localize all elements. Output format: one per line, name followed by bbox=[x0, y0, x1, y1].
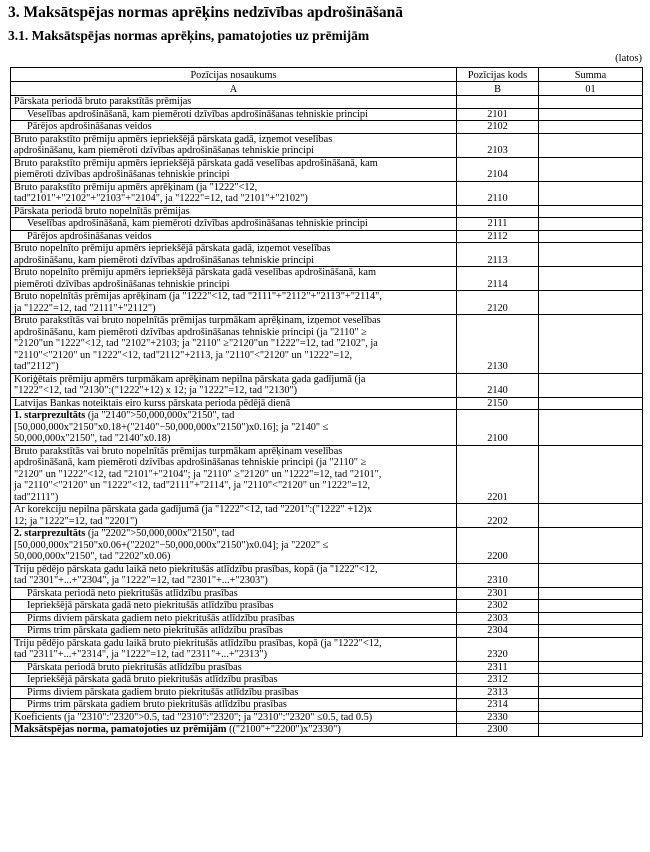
row-label-line: apdrošināšanu, kam piemēroti dzīvības apdrošināšanas tehniskie principi bbox=[14, 254, 314, 266]
row-code: 2111 bbox=[457, 218, 539, 231]
row-label-line: "2110"<"2120" un "1222"<12, tad"2112"+2113, ja "2110"<"2120" un "1222"=12, bbox=[14, 349, 353, 361]
row-label bbox=[11, 181, 457, 205]
row-label-line: piemēroti dzīvības apdrošināšanas tehniskie principi bbox=[14, 169, 230, 180]
row-sum-cell[interactable] bbox=[539, 181, 643, 205]
row-label-line: Ar korekciju nepilna pārskata gada gadījumā (ja "1222"<12, tad "2201":("1222" +12)x bbox=[14, 504, 372, 515]
row-code bbox=[457, 205, 539, 218]
row-sum-cell[interactable] bbox=[539, 230, 643, 243]
row-label-line: Bruto nopelnīto prēmiju apmērs iepriekšējā pārskata gadā, izņemot veselības bbox=[14, 243, 331, 254]
row-code: 2303 bbox=[457, 612, 539, 625]
row-label bbox=[11, 121, 457, 134]
row-sum-cell[interactable] bbox=[539, 504, 643, 528]
row-label bbox=[11, 528, 457, 564]
row-label-line: tad "2311"+...+"2314", ja "1222"=12, tad "2311"+...+"2313") bbox=[14, 649, 268, 660]
row-code: 2202 bbox=[457, 504, 539, 528]
table-row bbox=[11, 637, 643, 661]
row-sum-cell[interactable] bbox=[539, 563, 643, 587]
row-label-line: (("2100"+"2200")x"2330") bbox=[226, 724, 341, 735]
row-label bbox=[11, 291, 457, 315]
row-label-line: apdrošināšanu, kam piemēroti dzīvības apdrošināšanas tehniskie principi (ja "2110" ≥ bbox=[14, 326, 367, 338]
row-label bbox=[11, 373, 457, 397]
row-bold-label: 2. starprezultāts bbox=[14, 528, 86, 539]
row-label-line: tad"2111") bbox=[14, 491, 59, 503]
table-row bbox=[11, 612, 643, 625]
row-label bbox=[11, 230, 457, 243]
row-sum-cell[interactable] bbox=[539, 724, 643, 737]
row-label-line: Triju pēdējo pārskata gadu laikā neto piekritušās atlīdzību prasības, kopā (ja "1222"<12, bbox=[14, 563, 378, 575]
row-code: 2112 bbox=[457, 230, 539, 243]
row-label-line: Pārējos apdrošināšanas veidos bbox=[27, 121, 152, 132]
table-row bbox=[11, 121, 643, 134]
table-row bbox=[11, 600, 643, 613]
row-label-line: Pārējos apdrošināšanas veidos bbox=[27, 230, 152, 242]
table-row bbox=[11, 563, 643, 587]
row-code: 2150 bbox=[457, 397, 539, 410]
row-sum-cell[interactable] bbox=[539, 243, 643, 267]
row-code: 2301 bbox=[457, 587, 539, 600]
row-label-line: Bruto parakstītās vai bruto nopelnītās prēmijas turpmākam aprēķinam veselības bbox=[14, 445, 343, 457]
table-row bbox=[11, 661, 643, 674]
solvency-table bbox=[10, 67, 643, 737]
row-label-line: tad "2301"+...+"2304", ja "1222"=12, tad "2301"+...+"2303") bbox=[14, 575, 268, 586]
row-label-line: Veselības apdrošināšanā, kam piemēroti dzīvības apdrošināšanas tehniskie principi bbox=[27, 108, 368, 120]
row-bold-label: Maksātspējas norma, pamatojoties uz prēmijām bbox=[14, 724, 227, 735]
row-label bbox=[11, 315, 457, 374]
header-sum: Summa bbox=[539, 68, 643, 82]
unit-label: (latos) bbox=[615, 53, 642, 64]
row-label bbox=[11, 674, 457, 687]
table-row bbox=[11, 711, 643, 724]
table-row bbox=[11, 157, 643, 181]
row-label bbox=[11, 637, 457, 661]
row-code: 2312 bbox=[457, 674, 539, 687]
table-row bbox=[11, 674, 643, 687]
row-label-line: Bruto parakstīto prēmiju apmērs aprēķinam (ja "1222"<12, bbox=[14, 181, 258, 193]
row-code: 2101 bbox=[457, 108, 539, 121]
row-label bbox=[11, 711, 457, 724]
row-label-line: tad"2101"+"2102"+"2103"+"2104", ja "1222"=12, tad "2101"+"2102") bbox=[14, 193, 308, 204]
row-code: 2314 bbox=[457, 699, 539, 712]
row-label-line: Veselības apdrošināšanā, kam piemēroti dzīvības apdrošināšanas tehniskie principi bbox=[27, 218, 368, 229]
row-label-line: Bruto nopelnīto prēmiju apmērs iepriekšējā pārskata gadā veselības apdrošināšanā, kam bbox=[14, 267, 376, 278]
row-label-line: Bruto parakstīto prēmiju apmērs iepriekšējā pārskata gadā veselības apdrošināšanā, kam bbox=[14, 157, 378, 169]
row-sum-cell[interactable] bbox=[539, 528, 643, 564]
row-code: 2320 bbox=[457, 637, 539, 661]
table-row bbox=[11, 625, 643, 638]
row-sum-cell[interactable] bbox=[539, 267, 643, 291]
row-sum-cell[interactable] bbox=[539, 587, 643, 600]
row-code: 2201 bbox=[457, 445, 539, 504]
row-label bbox=[11, 108, 457, 121]
row-label-line: Pārskata periodā bruto piekritušās atlīdzību prasības bbox=[27, 661, 242, 673]
row-label bbox=[11, 563, 457, 587]
table-row bbox=[11, 587, 643, 600]
row-label-line: Bruto parakstīto prēmiju apmērs iepriekšējā pārskata gadā, izņemot veselības bbox=[14, 133, 333, 145]
row-code: 2330 bbox=[457, 711, 539, 724]
row-code bbox=[457, 96, 539, 109]
row-label bbox=[11, 724, 457, 737]
header-letter-b: B bbox=[457, 82, 539, 96]
row-sum-cell[interactable] bbox=[539, 205, 643, 218]
row-label bbox=[11, 397, 457, 410]
row-label-line: Koeficients (ja "2310":"2320">0.5, tad "2310":"2320"; ja "2310":"2320" ≤0.5, tad 0.5) bbox=[14, 711, 373, 723]
row-code: 2100 bbox=[457, 410, 539, 446]
section-title: 3. Maksātspējas normas aprēķins nedzīvības apdrošināšanā bbox=[8, 4, 404, 21]
row-sum-cell[interactable] bbox=[539, 121, 643, 134]
table-row bbox=[11, 181, 643, 205]
row-code: 2302 bbox=[457, 600, 539, 613]
row-label bbox=[11, 445, 457, 504]
row-label bbox=[11, 612, 457, 625]
row-sum-cell[interactable] bbox=[539, 410, 643, 446]
header-position-name: Pozīcijas nosaukums bbox=[11, 68, 457, 82]
row-sum-cell[interactable] bbox=[539, 157, 643, 181]
row-label-line: Iepriekšējā pārskata gadā bruto piekritušās atlīdzību prasības bbox=[27, 674, 278, 685]
row-sum-cell[interactable] bbox=[539, 397, 643, 410]
table-row bbox=[11, 230, 643, 243]
row-sum-cell[interactable] bbox=[539, 661, 643, 674]
row-code: 2300 bbox=[457, 724, 539, 737]
row-label-line: Bruto parakstītās vai bruto nopelnītās prēmijas turpmākam aprēķinam, izņemot veselības bbox=[14, 315, 381, 326]
table-row bbox=[11, 699, 643, 712]
row-label bbox=[11, 133, 457, 157]
row-sum-cell[interactable] bbox=[539, 711, 643, 724]
row-label bbox=[11, 504, 457, 528]
row-label bbox=[11, 587, 457, 600]
row-code: 2310 bbox=[457, 563, 539, 587]
row-code: 2200 bbox=[457, 528, 539, 564]
row-label bbox=[11, 157, 457, 181]
row-label-line: Pārskata periodā bruto nopelnītās prēmijas bbox=[14, 205, 190, 217]
row-label bbox=[11, 625, 457, 638]
row-label-line: 12; ja "1222"=12, tad "2201") bbox=[14, 515, 138, 527]
row-label-line: Triju pēdējo pārskata gadu laikā bruto piekritušās atlīdzību prasības, kopā (ja "1222"<12, bbox=[14, 637, 382, 649]
header-position-code: Pozīcijas kods bbox=[457, 68, 539, 82]
row-label-line: Pirms trim pārskata gadiem neto piekritušās atlīdzību prasības bbox=[27, 625, 283, 636]
row-label bbox=[11, 218, 457, 231]
subsection-title: 3.1. Maksātspējas normas aprēķins, pamatojoties uz prēmijām bbox=[8, 28, 370, 43]
row-sum-cell[interactable] bbox=[539, 674, 643, 687]
row-label-line: ja "1222"=12, tad "2111"+"2112") bbox=[14, 302, 156, 314]
table-row bbox=[11, 504, 643, 528]
row-sum-cell[interactable] bbox=[539, 625, 643, 638]
row-sum-cell[interactable] bbox=[539, 699, 643, 712]
table-row bbox=[11, 373, 643, 397]
row-label-line: "2120"un "1222"<12, tad "2102"+2103; ja "2110" ≥"2120"un "1222"=12, tad "2102", ja bbox=[14, 338, 378, 349]
row-code: 2102 bbox=[457, 121, 539, 134]
row-code: 2130 bbox=[457, 315, 539, 374]
row-code: 2304 bbox=[457, 625, 539, 638]
row-label bbox=[11, 686, 457, 699]
header-letter-01: 01 bbox=[539, 82, 643, 96]
row-label-line: piemēroti dzīvības apdrošināšanas tehniskie principi bbox=[14, 278, 230, 290]
row-label-line: Latvijas Bankas noteiktais eiro kurss pārskata perioda pēdējā dienā bbox=[14, 397, 291, 409]
table-row bbox=[11, 397, 643, 410]
header-letter-a: A bbox=[11, 82, 457, 96]
row-label-line: Iepriekšējā pārskata gadā neto piekritušās atlīdzību prasības bbox=[27, 600, 274, 611]
row-label-line: [50,000,000x"2150"x0.06+("2202"−50,000,000x"2150")x0.04]; ja "2202" ≤ bbox=[14, 539, 329, 551]
row-label-line: apdrošināšanu, kam piemēroti dzīvības apdrošināšanas tehniskie principi bbox=[14, 145, 314, 156]
row-sum-cell[interactable] bbox=[539, 373, 643, 397]
row-label-line: (ja "2202">50,000,000x"2150", tad bbox=[85, 528, 235, 539]
row-label-line: apdrošināšanā, kam piemēroti dzīvības apdrošināšanas tehniskie principi (ja "2110" ≥ bbox=[14, 457, 367, 468]
row-sum-cell[interactable] bbox=[539, 315, 643, 374]
table-row bbox=[11, 96, 643, 109]
row-sum-cell[interactable] bbox=[539, 445, 643, 504]
row-label bbox=[11, 600, 457, 613]
row-label bbox=[11, 699, 457, 712]
row-label-line: "2120" un "1222"<12, tad "2101"+"2104"; ja "2110" ≥"2120" un "1222"=12, tad "2101", bbox=[14, 468, 382, 480]
table-row bbox=[11, 724, 643, 737]
row-code: 2120 bbox=[457, 291, 539, 315]
row-code: 2140 bbox=[457, 373, 539, 397]
row-label-line: Koriģētais prēmiju apmērs turpmākam aprēķinam nepilna pārskata gada gadījumā (ja bbox=[14, 373, 366, 385]
row-sum-cell[interactable] bbox=[539, 96, 643, 109]
table-body bbox=[11, 96, 643, 737]
row-sum-cell[interactable] bbox=[539, 108, 643, 121]
row-label-line: tad"2112") bbox=[14, 361, 59, 372]
row-label-line: [50,000,000x"2150"x0.18+("2140"−50,000,000x"2150")x0.16]; ja "2140" ≤ bbox=[14, 421, 329, 433]
table-row bbox=[11, 205, 643, 218]
row-sum-cell[interactable] bbox=[539, 612, 643, 625]
row-label-line: 50,000,000x"2150", tad "2140"x0.18) bbox=[14, 433, 171, 444]
row-code: 2103 bbox=[457, 133, 539, 157]
row-label-line: Pirms diviem pārskata gadiem neto piekritušās atlīdzību prasības bbox=[27, 612, 295, 624]
row-label-line: Pirms diviem pārskata gadiem bruto piekritušās atlīdzību prasības bbox=[27, 686, 299, 698]
row-label bbox=[11, 267, 457, 291]
row-bold-label: 1. starprezultāts bbox=[14, 410, 86, 421]
table-row bbox=[11, 108, 643, 121]
row-label bbox=[11, 661, 457, 674]
row-code: 2104 bbox=[457, 157, 539, 181]
row-sum-cell[interactable] bbox=[539, 637, 643, 661]
row-label bbox=[11, 243, 457, 267]
row-label bbox=[11, 205, 457, 218]
table-row bbox=[11, 267, 643, 291]
row-label-line: ja "2110"<"2120" un "1222"<12, tad"2111"+"2114", ja "2110"<"2120" un "1222"=12, bbox=[14, 480, 371, 491]
row-label-line: (ja "2140">50,000,000x"2150", tad bbox=[85, 410, 235, 421]
row-sum-cell[interactable] bbox=[539, 686, 643, 699]
row-label-line: "1222"<12, tad "2130":("1222"+12) x 12; ja "1222"=12, tad "2130") bbox=[14, 385, 298, 396]
table-row bbox=[11, 133, 643, 157]
row-label-line: Pārskata periodā neto piekritušās atlīdzību prasības bbox=[27, 587, 238, 599]
row-code: 2113 bbox=[457, 243, 539, 267]
row-sum-cell[interactable] bbox=[539, 291, 643, 315]
row-label-line: Bruto nopelnītās prēmijas aprēķinam (ja "1222"<12, tad "2111"+"2112"+"2113"+"2114", bbox=[14, 291, 382, 302]
row-code: 2311 bbox=[457, 661, 539, 674]
row-code: 2313 bbox=[457, 686, 539, 699]
row-label-line: Pirms trim pārskata gadiem bruto piekritušās atlīdzību prasības bbox=[27, 699, 287, 710]
row-sum-cell[interactable] bbox=[539, 218, 643, 231]
table-row bbox=[11, 218, 643, 231]
row-sum-cell[interactable] bbox=[539, 133, 643, 157]
header-row bbox=[11, 68, 643, 82]
row-label bbox=[11, 410, 457, 446]
table-row bbox=[11, 410, 643, 446]
header-letter-row bbox=[11, 82, 643, 96]
table-row bbox=[11, 686, 643, 699]
table-row bbox=[11, 528, 643, 564]
row-sum-cell[interactable] bbox=[539, 600, 643, 613]
table-row bbox=[11, 445, 643, 504]
row-code: 2110 bbox=[457, 181, 539, 205]
row-code: 2114 bbox=[457, 267, 539, 291]
row-label-line: Pārskata periodā bruto parakstītās prēmijas bbox=[14, 96, 192, 107]
table-row bbox=[11, 315, 643, 374]
table-row bbox=[11, 291, 643, 315]
table-row bbox=[11, 243, 643, 267]
row-label-line: 50,000,000x"2150", tad "2202"x0.06) bbox=[14, 551, 171, 562]
row-label bbox=[11, 96, 457, 109]
